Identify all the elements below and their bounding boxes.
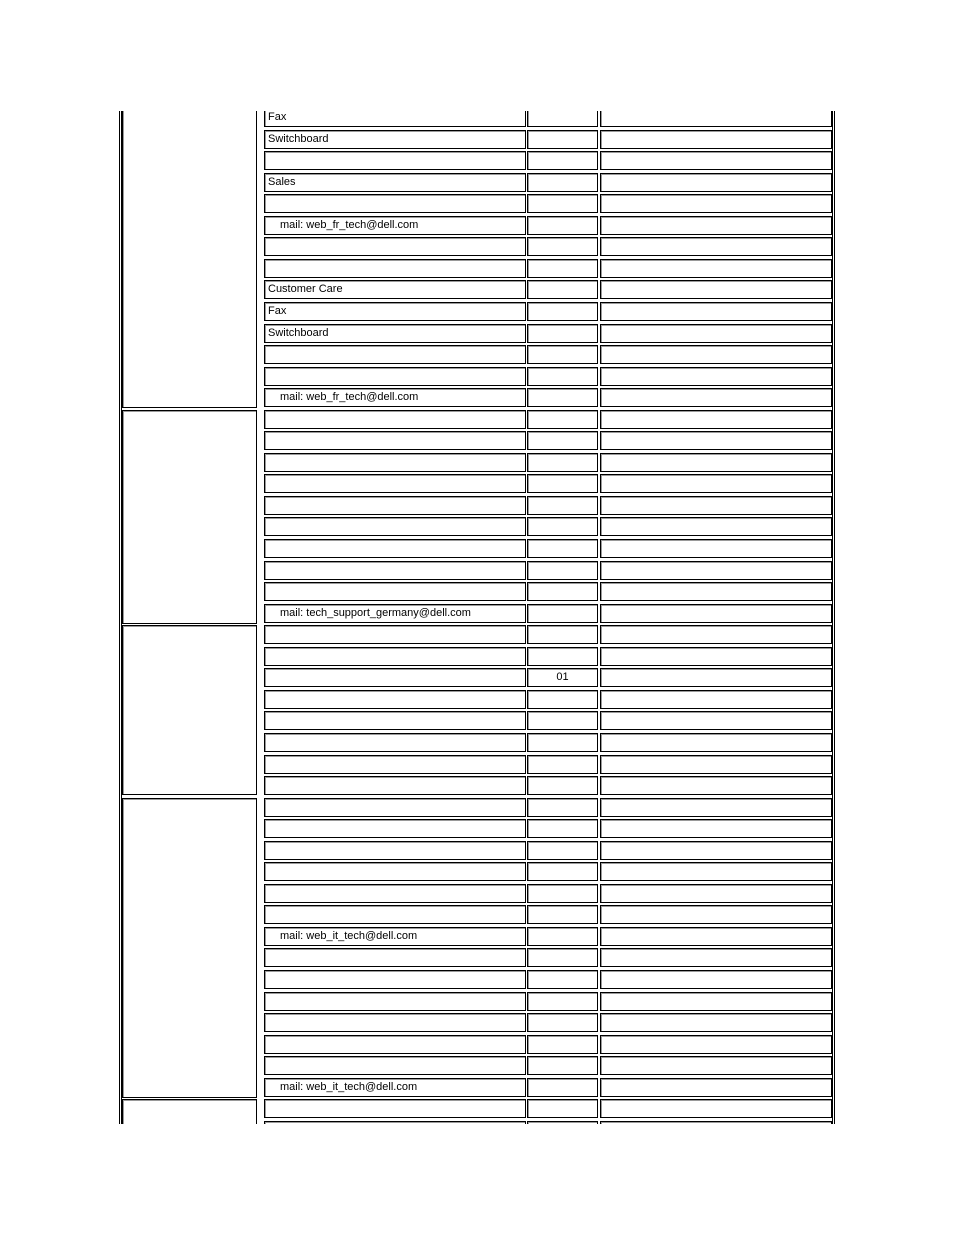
table-cell-number [600,905,832,924]
table-cell-code [527,453,598,472]
table-cell-name: mail: web_fr_tech@dell.com [264,388,526,407]
table-right-border [834,111,835,1124]
table-cell-name: Sales [264,173,526,192]
table-cell-number [600,302,832,321]
table-cell-code [527,367,598,386]
table-cell-name [264,905,526,924]
table-cell-number [600,539,832,558]
table-cell-number [600,431,832,450]
table-cell-number [600,604,832,623]
table-cell-name [264,733,526,752]
table-cell-number [600,367,832,386]
table-cell-name [264,776,526,795]
table-cell-name: Fax [264,302,526,321]
table-cell-name [264,647,526,666]
table-cell-code [527,711,598,730]
table-cell-number [600,474,832,493]
table-cell-name [264,948,526,967]
table-cell-number [600,647,832,666]
table-cell-name [264,1013,526,1032]
table-cell-name [264,1099,526,1118]
table-cell-name [264,798,526,817]
table-cell-number [600,216,832,235]
table-cell-name [264,1035,526,1054]
table-cell-number [600,1056,832,1075]
table-cell-number [600,668,832,687]
table-cell-code [527,324,598,343]
country-group-cell [122,625,257,795]
table-cell-number [600,992,832,1011]
table-cell-number [600,1035,832,1054]
table-cell-number [600,237,832,256]
table-cell-name [264,884,526,903]
table-cell-number [600,927,832,946]
table-cell-number [600,453,832,472]
table-cell-number [600,948,832,967]
table-cell-number [600,194,832,213]
table-cell-code [527,130,598,149]
table-cell-name [264,474,526,493]
table-cell-number [600,151,832,170]
table-cell-name: Switchboard [264,324,526,343]
table-cell-code [527,237,598,256]
table-cell-number [600,776,832,795]
table-cell-name [264,496,526,515]
table-cell-code [527,819,598,838]
table-cell-code [527,431,598,450]
table-cell-name [264,862,526,881]
country-group-cell [122,1099,257,1124]
table-cell-code [527,625,598,644]
table-cell-name [264,711,526,730]
table-cell-code [527,927,598,946]
table-cell-name [264,1056,526,1075]
table-cell-code [527,474,598,493]
table-cell-name [264,237,526,256]
table-cell-code [527,970,598,989]
table-cell-number [600,259,832,278]
table-cell-code [527,410,598,429]
table-cell-name: mail: web_it_tech@dell.com [264,927,526,946]
table-cell-name: Customer Care [264,280,526,299]
table-cell-code [527,690,598,709]
table-cell-name [264,367,526,386]
table-cell-name [264,970,526,989]
table-cell-code [527,733,598,752]
table-cell-code [527,111,598,127]
table-cell-code [527,798,598,817]
table-cell-number [600,884,832,903]
country-group-cell [122,798,257,1098]
table-cell-number [600,324,832,343]
table-cell-number [600,625,832,644]
table-cell-number [600,755,832,774]
table-cell-code [527,948,598,967]
table-cell-code [527,1121,598,1124]
table-cell-code [527,755,598,774]
table-cell-code [527,216,598,235]
table-cell-number [600,819,832,838]
table-right-border-inner [832,111,833,1124]
table-cell-number [600,130,832,149]
table-cell-name [264,755,526,774]
table-cell-code [527,194,598,213]
table-cell-code [527,1078,598,1097]
contact-table [119,111,835,1124]
table-cell-number [600,517,832,536]
table-cell-code [527,1035,598,1054]
table-cell-name [264,625,526,644]
table-cell-name: mail: web_it_tech@dell.com [264,1078,526,1097]
table-cell-number [600,111,832,127]
table-cell-number [600,970,832,989]
table-cell-code [527,517,598,536]
table-cell-code [527,496,598,515]
table-cell-name [264,582,526,601]
table-cell-number [600,1013,832,1032]
table-cell-number [600,388,832,407]
table-cell-name [264,690,526,709]
table-cell-name [264,431,526,450]
table-cell-name [264,151,526,170]
table-cell-code [527,173,598,192]
table-cell-number [600,711,832,730]
table-cell-code [527,884,598,903]
table-cell-code [527,280,598,299]
table-cell-code [527,1013,598,1032]
table-cell-name [264,992,526,1011]
table-cell-code [527,1099,598,1118]
table-cell-code [527,388,598,407]
table-cell-number [600,841,832,860]
table-cell-name [264,259,526,278]
table-cell-number [600,345,832,364]
table-cell-code [527,1056,598,1075]
table-cell-number [600,496,832,515]
table-cell-code [527,905,598,924]
table-cell-code [527,604,598,623]
table-cell-name [264,410,526,429]
country-group-cell [122,410,257,624]
table-cell-name: mail: web_fr_tech@dell.com [264,216,526,235]
table-cell-number [600,410,832,429]
table-cell-number [600,582,832,601]
table-cell-code [527,776,598,795]
table-cell-name [264,561,526,580]
table-cell-name: Fax [264,111,526,127]
country-group-cell [122,111,257,408]
table-cell-code [527,302,598,321]
table-cell-name [264,1121,526,1124]
table-cell-code: 01 [527,668,598,687]
table-cell-number [600,1099,832,1118]
table-cell-name: mail: tech_support_germany@dell.com [264,604,526,623]
table-cell-code [527,992,598,1011]
table-cell-name [264,517,526,536]
table-cell-code [527,539,598,558]
table-cell-name [264,819,526,838]
table-cell-code [527,582,598,601]
table-cell-name [264,539,526,558]
table-cell-code [527,345,598,364]
table-cell-number [600,862,832,881]
table-cell-code [527,151,598,170]
table-cell-code [527,259,598,278]
table-cell-name: Switchboard [264,130,526,149]
table-left-border [119,111,120,1124]
table-cell-number [600,1078,832,1097]
table-cell-code [527,561,598,580]
table-cell-number [600,561,832,580]
table-cell-number [600,280,832,299]
table-cell-number [600,1121,832,1124]
table-cell-code [527,647,598,666]
table-cell-name [264,194,526,213]
table-cell-code [527,841,598,860]
table-cell-number [600,733,832,752]
table-cell-name [264,453,526,472]
table-cell-name [264,668,526,687]
table-cell-name [264,345,526,364]
table-cell-code [527,862,598,881]
table-cell-number [600,798,832,817]
table-cell-name [264,841,526,860]
table-cell-number [600,173,832,192]
table-cell-number [600,690,832,709]
